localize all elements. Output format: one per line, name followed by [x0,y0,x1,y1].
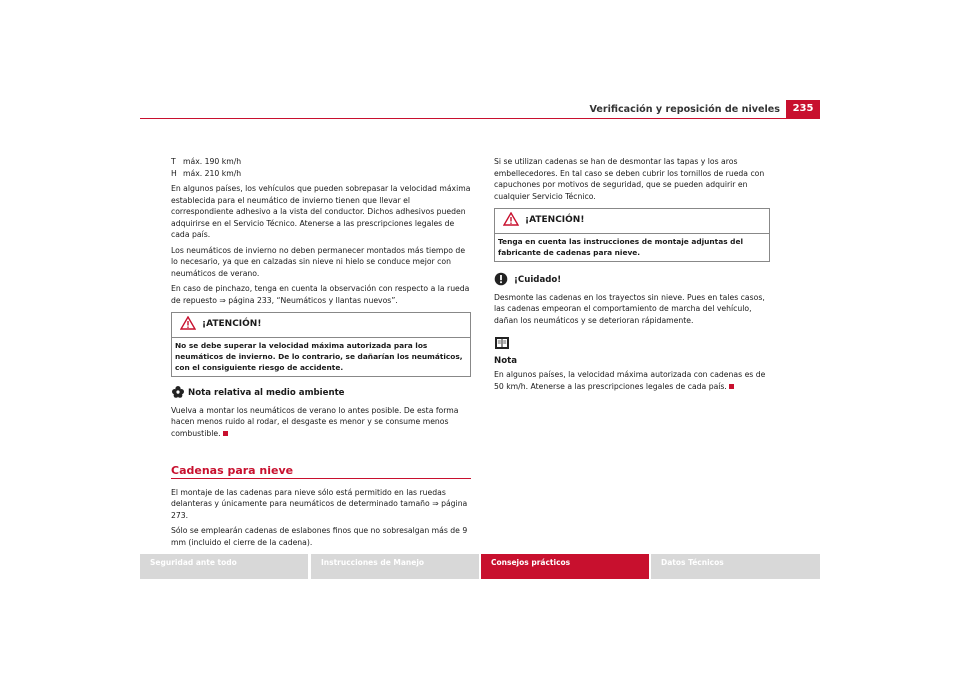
footer-tab-seguridad[interactable]: Seguridad ante todo [140,554,308,579]
environment-note-heading [171,385,471,403]
footer-tab-datos-tecnicos[interactable]: Datos Técnicos [651,554,820,579]
footer-tab-instrucciones[interactable]: Instrucciones de Manejo [311,554,479,579]
caution-text: Desmonte las cadenas en los trayectos sin nieve. Pues en tales casos, las cadenas empeoran el comportamiento de marcha del vehículo, dañan los neumáticos y se deterioran rápidamente. [494,292,765,325]
note-heading [494,336,770,354]
warning-title: ¡ATENCIÓN! [525,215,585,226]
warning-box [494,208,770,262]
section-rule [171,478,471,479]
left-column [171,156,471,552]
paragraph: En algunos países, los vehículos que pueden sobrepasar la velocidad máxima establecida para el neumático de invierno tienen que llevar el correspondiente adhesivo a la vista del conductor. Dichos adhesivos pueden adquirirse en el Servicio Técnico. Atenerse a las prescripciones legales de cada país. [171,184,471,239]
paragraph: Si se utilizan cadenas se han de desmontar las tapas y los aros embellecedores. En tal caso se deben cubrir los tornillos de rueda con capuchones por motivos de seguridad, que se pueden adquirir en cualquier Servicio Técnico. [494,157,765,201]
footer-tab-consejos[interactable]: Consejos prácticos [481,554,649,579]
page-header-title: Verificación y reposición de niveles [589,104,780,115]
section-title: Cadenas para nieve [171,464,294,477]
note-title: Nota [494,355,518,366]
environment-note-text: Vuelva a montar los neumáticos de verano lo antes posible. De esta forma hacen menos ruido al rodar, el desgaste es menor y se consume menos combustible. [171,405,459,438]
warning-triangle-icon [180,316,196,334]
paragraph: Sólo se emplearán cadenas de eslabones finos que no sobresalgan más de 9 mm (incluido el cierre de la cadena). [171,526,468,547]
warning-title: ¡ATENCIÓN! [202,319,262,330]
warning-text: Tenga en cuenta las instrucciones de montaje adjuntas del fabricante de cadenas para nieve. [495,233,769,261]
warning-text: No se debe superar la velocidad máxima autorizada para los neumáticos de invierno. De lo contrario, se dañarían los neumáticos, con el consiguiente riesgo de accidente. [172,337,470,376]
caution-title: ¡Cuidado! [514,275,562,285]
caution-exclamation-icon [494,272,508,290]
paragraph: En caso de pinchazo, tenga en cuenta la observación con respecto a la rueda de repuesto ⇒ página 233, “Neumáticos y llantas nuevos”. [171,284,470,305]
paragraph: Los neumáticos de invierno no deben permanecer montados más tiempo de lo necesario, ya que en calzadas sin nieve ni hielo se conduce mejor con neumáticos de verano. [171,245,466,278]
paragraph: El montaje de las cadenas para nieve sólo está permitido en las ruedas delanteras y únicamente para neumáticos de determinado tamaño ⇒ página 273. [171,487,468,520]
speed-spec-h: H máx. 210 km/h [171,168,242,178]
header-rule [140,118,820,119]
warning-box [171,312,471,377]
right-column [494,156,770,396]
caution-heading [494,272,770,290]
end-of-section-marker [729,384,734,389]
environment-flower-icon [171,385,185,403]
end-of-section-marker [223,431,228,436]
warning-triangle-icon [503,212,519,230]
environment-note-title: Nota relativa al medio ambiente [188,388,345,398]
note-book-icon [494,336,510,354]
speed-spec-t: T máx. 190 km/h [171,157,242,166]
note-text: En algunos países, la velocidad máxima autorizada con cadenas es de 50 km/h. Atenerse a las prescripciones legales de cada país. [494,370,766,391]
page-number: 235 [786,100,820,118]
